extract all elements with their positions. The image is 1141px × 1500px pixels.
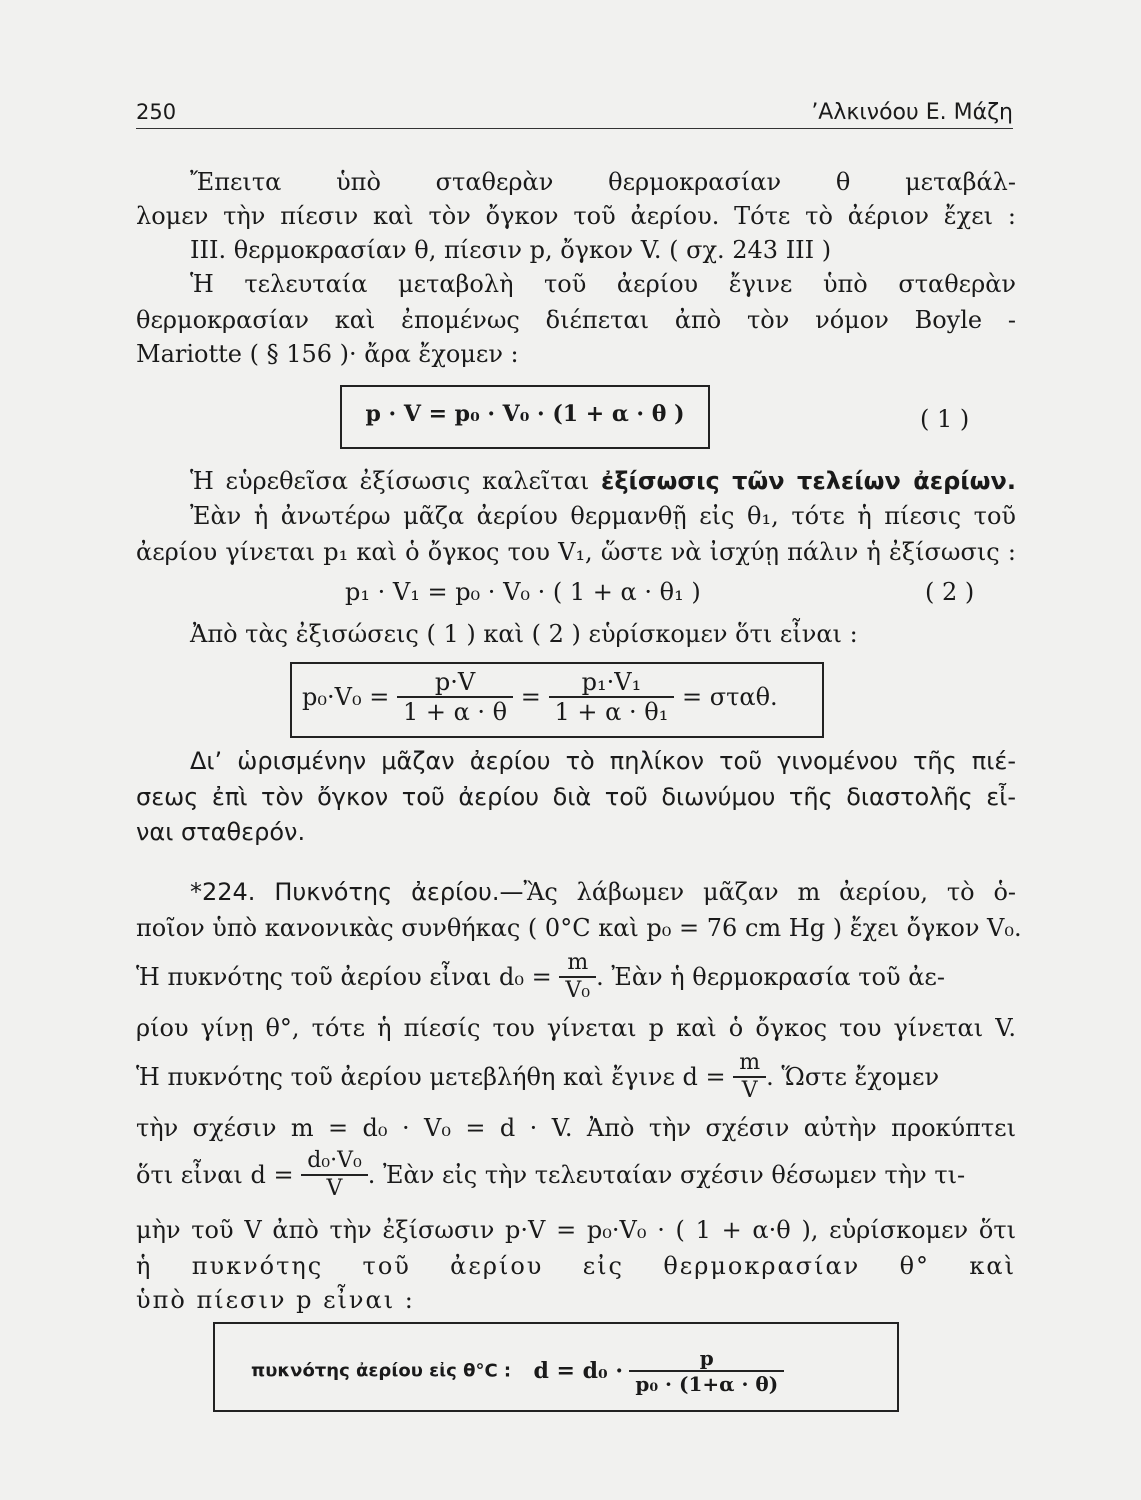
fraction-denominator: p₀ · (1+α · θ): [629, 1370, 784, 1396]
fraction-numerator: p: [699, 1346, 714, 1370]
equation-2: p₁ · V₁ = p₀ · V₀ · ( 1 + α · θ₁ ): [345, 578, 701, 606]
text-line: Mariotte ( § 156 )· ἄρα ἔχομεν :: [136, 340, 519, 368]
page-number: 250: [136, 100, 177, 124]
text-line: τὴν σχέσιν m = d₀ · V₀ = d · V. Ἀπὸ τὴν σχέσιν αὐτὴν προκύπτει: [136, 1114, 1016, 1142]
density-formula-label: πυκνότης ἀερίου εἰς θ°C :: [251, 1360, 512, 1382]
text-line: [136, 1148, 1016, 1200]
text-span: Ἡ εὑρεθεῖσα ἐξίσωσις καλεῖται: [190, 467, 601, 495]
eq3-fraction-1: [397, 668, 513, 726]
text-span: . Ἐὰν εἰς τὴν τελευταίαν σχέσιν θέσωμεν τὴν τι-: [367, 1161, 966, 1189]
equation-number-2: ( 2 ): [925, 578, 975, 606]
section-heading: *224. Πυκνότης ἀερίου.—: [190, 878, 524, 906]
text-line: ἀερίου γίνεται p₁ καὶ ὁ ὄγκος του V₁, ὥστε νὰ ἰσχύῃ πάλιν ἡ ἐξίσωσις :: [136, 538, 1016, 566]
eq3-f1-denominator: 1 + α · θ: [397, 696, 513, 726]
text-line: ὑπὸ πίεσιν p εἶναι :: [136, 1286, 415, 1314]
text-line: ἡ πυκνότης τοῦ ἀερίου εἰς θερμοκρασίαν θ° καὶ: [136, 1252, 1016, 1280]
fraction-d: [733, 1050, 766, 1104]
eq3-f2-denominator: 1 + α · θ₁: [549, 696, 675, 726]
text-line: Ἡ τελευταία μεταβολὴ τοῦ ἀερίου ἔγινε ὑπὸ σταθερὰν: [190, 270, 1016, 298]
fraction-denominator: V₀: [559, 976, 596, 1004]
fraction-numerator: d₀·V₀: [307, 1148, 362, 1173]
text-line: Ἐὰν ἡ ἀνωτέρω μᾶζα ἀερίου θερμανθῇ εἰς θ₁, τότε ἡ πίεσις τοῦ: [190, 502, 1016, 530]
equation-number-1: ( 1 ): [920, 405, 970, 433]
fraction-d0: [559, 950, 596, 1004]
equation-1: p · V = p₀ · V₀ · (1 + α · θ ): [365, 401, 685, 427]
text-line: σεως ἐπὶ τὸν ὄγκον τοῦ ἀερίου διὰ τοῦ διωνύμου τῆς διαστολῆς εἶ-: [136, 783, 1016, 811]
text-line: Ἀπὸ τὰς ἐξισώσεις ( 1 ) καὶ ( 2 ) εὑρίσκομεν ὅτι εἶναι :: [190, 620, 858, 648]
running-title: ’Αλκινόου Ε. Μάζη: [811, 100, 1013, 125]
eq3-f1-numerator: p·V: [434, 668, 476, 696]
fraction-numerator: m: [567, 950, 589, 975]
text-line: [190, 465, 1016, 497]
text-line: ποῖον ὑπὸ κανονικὰς συνθήκας ( 0°C καὶ p₀ = 76 cm Hg ) ἔχει ὄγκον V₀.: [136, 914, 1022, 942]
text-span: Ἡ πυκνότης τοῦ ἀερίου εἶναι d₀ =: [136, 963, 552, 991]
eq3-lhs: p₀·V₀ =: [302, 683, 390, 711]
text-line: [136, 950, 1016, 1003]
text-line: μὴν τοῦ V ἀπὸ τὴν ἐξίσωσιν p·V = p₀·V₀ · ( 1 + α·θ ), εὑρίσκομεν ὅτι: [136, 1216, 1016, 1244]
text-line: Δι’ ὡρισμένην μᾶζαν ἀερίου τὸ πηλίκον τοῦ γινομένου τῆς πιέ-: [190, 747, 1016, 775]
text-line: [190, 876, 1016, 908]
equation-box-1: [340, 385, 710, 449]
page-header: [136, 96, 1013, 129]
eq3-f2-numerator: p₁·V₁: [581, 668, 642, 696]
text-span: ὅτι εἶναι d =: [136, 1161, 294, 1189]
eq3-equals: =: [520, 683, 541, 711]
text-span: . Ἐὰν ἡ θερμοκρασία τοῦ ἀε-: [596, 963, 945, 991]
text-line: ρίου γίνῃ θ°, τότε ἡ πίεσίς του γίνεται p καὶ ὁ ὄγκος του γίνεται V.: [136, 1014, 1016, 1042]
text-span: Ἂς λάβωμεν μᾶζαν m ἀερίου, τὸ ὁ-: [523, 878, 1016, 906]
text-line: ΙΙΙ. θερμοκρασίαν θ, πίεσιν p, ὄγκον V. ( σχ. 243 ΙΙΙ ): [190, 236, 832, 264]
fraction-d2: [301, 1148, 368, 1202]
density-formula-fraction: [629, 1346, 784, 1396]
density-formula-box: [213, 1322, 899, 1412]
eq3-fraction-2: [549, 668, 675, 726]
fraction-denominator: V: [733, 1076, 766, 1104]
term-ideal-gas-equation: ἐξίσωσις τῶν τελείων ἀερίων.: [600, 467, 1016, 495]
density-formula-lhs: d = d₀ ·: [533, 1358, 623, 1384]
text-span: . Ὥστε ἔχομεν: [766, 1063, 940, 1091]
text-span: Ἡ πυκνότης τοῦ ἀερίου μετεβλήθη καὶ ἔγινε d =: [136, 1063, 726, 1091]
equation-3: [302, 668, 778, 726]
text-line: ναι σταθερόν.: [136, 818, 306, 846]
text-line: [136, 1050, 1016, 1103]
fraction-denominator: V: [301, 1174, 368, 1202]
text-line: Ἔπειτα ὑπὸ σταθερὰν θερμοκρασίαν θ μεταβάλ-: [190, 168, 1016, 196]
text-line: θερμοκρασίαν καὶ ἐπομένως διέπεται ἀπὸ τὸν νόμον Boyle -: [136, 306, 1016, 334]
equation-box-3: [290, 662, 824, 738]
text-line: λομεν τὴν πίεσιν καὶ τὸν ὄγκον τοῦ ἀερίου. Τότε τὸ ἀέριον ἔχει :: [136, 202, 1016, 230]
fraction-numerator: m: [739, 1050, 761, 1075]
eq3-rhs: = σταθ.: [681, 683, 778, 711]
density-formula: [251, 1346, 784, 1396]
